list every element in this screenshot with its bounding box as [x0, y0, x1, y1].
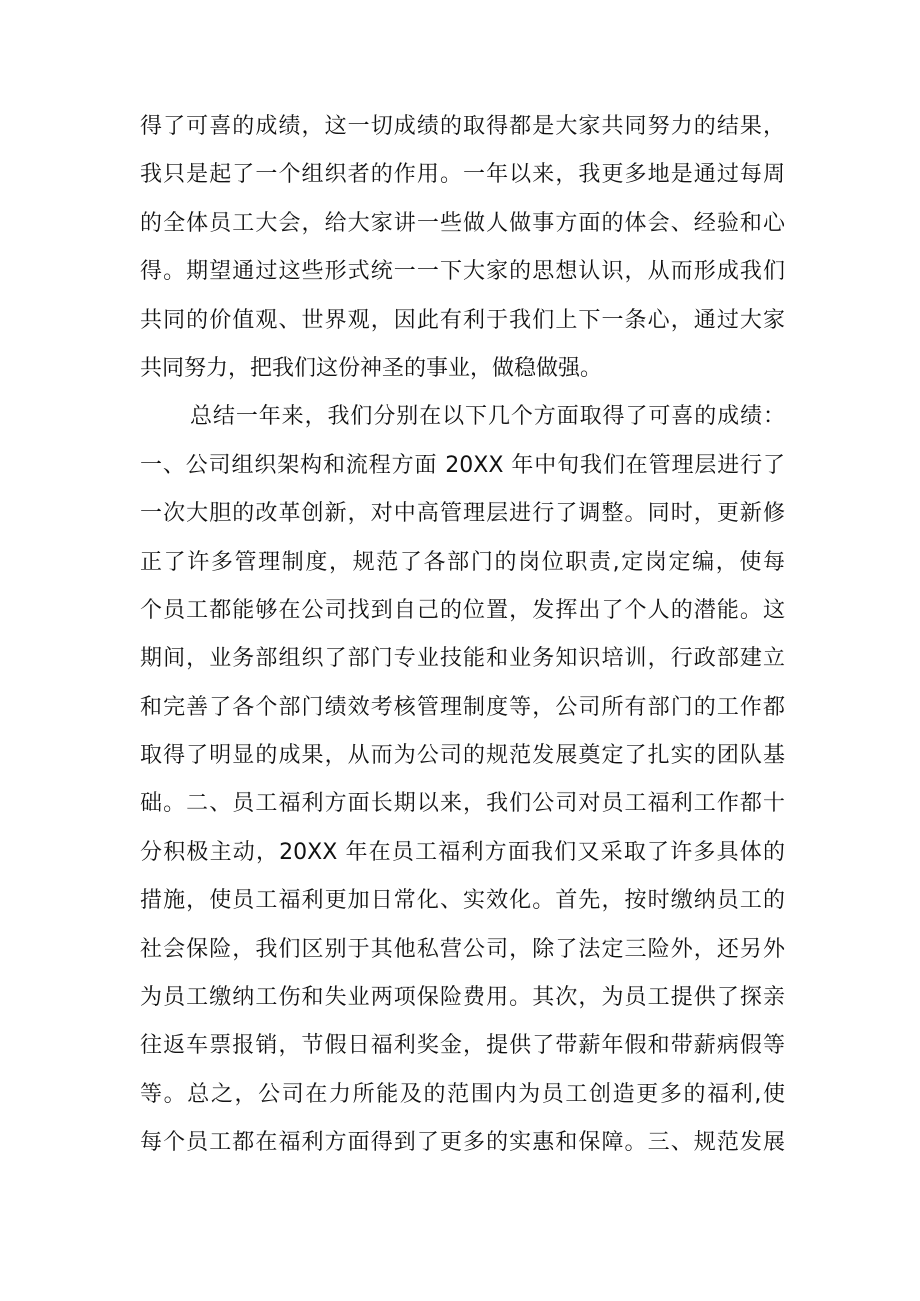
- text-line: 往返车票报销，节假日福利奖金，提供了带薪年假和带薪病假等: [140, 1033, 785, 1059]
- text-line: 我只是起了一个组织者的作用。一年以来，我更多地是通过每周: [140, 162, 785, 188]
- text-line: 一、公司组织架构和流程方面 20XX 年中旬我们在管理层进行了: [140, 452, 785, 478]
- text-line: 得。期望通过这些形式统一一下大家的思想认识，从而形成我们: [140, 259, 785, 285]
- text-line: 正了许多管理制度，规范了各部门的岗位职责,定岗定编，使每: [140, 549, 785, 575]
- text-line: 为员工缴纳工伤和失业两项保险费用。其次，为员工提供了探亲: [140, 985, 785, 1011]
- text-line: 期间，业务部组织了部门专业技能和业务知识培训，行政部建立: [140, 646, 785, 672]
- body-text: [140, 103, 785, 1168]
- text-line: 每个员工都在福利方面得到了更多的实惠和保障。三、规范发展: [140, 1130, 785, 1156]
- text-line: 的全体员工大会，给大家讲一些做人做事方面的体会、经验和心: [140, 210, 785, 236]
- text-line: 措施，使员工福利更加日常化、实效化。首先，按时缴纳员工的: [140, 888, 785, 914]
- text-line: 分积极主动，20XX 年在员工福利方面我们又采取了许多具体的: [140, 839, 785, 865]
- text-line: 共同的价值观、世界观，因此有利于我们上下一条心，通过大家: [140, 307, 785, 333]
- text-line: 个员工都能够在公司找到自己的位置，发挥出了个人的潜能。这: [140, 597, 785, 623]
- text-line: 等。总之，公司在力所能及的范围内为员工创造更多的福利,使: [140, 1081, 785, 1107]
- text-line: 共同努力，把我们这份神圣的事业，做稳做强。: [140, 355, 603, 381]
- paragraph-start-line: 总结一年来，我们分别在以下几个方面取得了可喜的成绩：: [190, 404, 785, 430]
- text-line: 和完善了各个部门绩效考核管理制度等，公司所有部门的工作都: [140, 694, 785, 720]
- text-line: 一次大胆的改革创新，对中高管理层进行了调整。同时，更新修: [140, 501, 785, 527]
- text-line: 社会保险，我们区别于其他私营公司，除了法定三险外，还另外: [140, 936, 785, 962]
- text-line: 得了可喜的成绩，这一切成绩的取得都是大家共同努力的结果，: [140, 114, 785, 139]
- text-line: 取得了明显的成果，从而为公司的规范发展奠定了扎实的团队基: [140, 743, 785, 769]
- text-line: 础。二、员工福利方面长期以来，我们公司对员工福利工作都十: [140, 791, 785, 817]
